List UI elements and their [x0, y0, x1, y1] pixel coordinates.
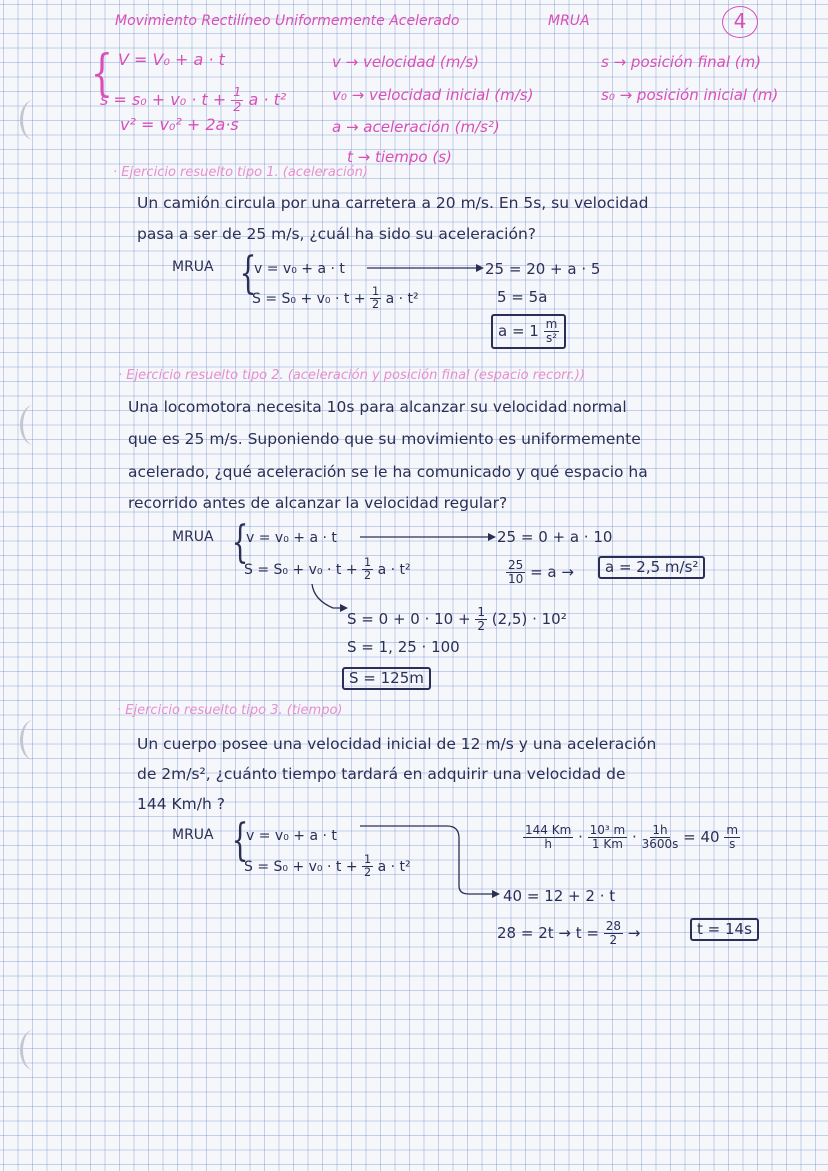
exercise-3-heading: · Ejercicio resuelto tipo 3. (tiempo) — [117, 703, 343, 718]
exercise-2-step: $\frac{25}{10}$ = a → — [508, 558, 574, 587]
exercise-2-statement: acelerado, ¿qué aceleración se le ha comunicado y qué espacio ha — [128, 463, 648, 481]
legend-v0: v₀ → velocidad inicial (m/s) — [332, 86, 534, 104]
exercise-3-statement: de 2m/s², ¿cuánto tiempo tardará en adquirir una velocidad de — [137, 765, 626, 783]
exercise-2-statement: Una locomotora necesita 10s para alcanzar su velocidad normal — [128, 398, 627, 416]
formula-brace: { — [90, 44, 114, 102]
exercise-2-formula-v: v = v₀ + a · t — [246, 530, 337, 546]
exercise-3-formula-v: v = v₀ + a · t — [246, 828, 337, 844]
exercise-2-step: S = 0 + 0 · 10 + $\frac{1}{2}$ (2,5) · 10² — [347, 605, 567, 634]
exercise-2-formula-s: S = S₀ + v₀ · t + $\frac{1}{2}$ a · t² — [244, 556, 411, 583]
legend-s0: s₀ → posición inicial (m) — [601, 86, 779, 104]
exercise-2-heading: · Ejercicio resuelto tipo 2. (aceleración y posición final (espacio recorr.)) — [118, 368, 585, 383]
exercise-2-answer-acceleration: a = 2,5 m/s² — [598, 556, 705, 579]
formula-velocity: V = V₀ + a · t — [118, 50, 225, 69]
mrua-label: MRUA — [172, 827, 214, 843]
formula-timeless: v² = v₀² + 2a·s — [120, 115, 239, 134]
exercise-2-step: 25 = 0 + a · 10 — [497, 528, 613, 546]
exercise-3-statement: Un cuerpo posee una velocidad inicial de 12 m/s y una aceleración — [137, 735, 657, 753]
formula-brace: { — [239, 248, 257, 299]
page-title: Movimiento Rectilíneo Uniformemente Acelerado — [115, 13, 460, 29]
legend-v: v → velocidad (m/s) — [332, 53, 480, 71]
exercise-3-step: 40 = 12 + 2 · t — [503, 887, 616, 905]
exercise-3-statement: 144 Km/h ? — [137, 795, 225, 813]
formula-position: s = s₀ + v₀ · t + $\frac{1}{2}$ a · t² — [100, 85, 287, 116]
formula-brace: { — [231, 517, 249, 568]
legend-a: a → aceleración (m/s²) — [332, 118, 500, 136]
mrua-label: MRUA — [172, 529, 214, 545]
exercise-3-step: 28 = 2t → t = $\frac{28}{2}$ → — [497, 919, 641, 948]
legend-s: s → posición final (m) — [601, 53, 762, 71]
exercise-3-answer: t = 14s — [690, 918, 759, 941]
exercise-2-statement: recorrido antes de alcanzar la velocidad regular? — [128, 494, 508, 512]
exercise-1-formula-s: S = S₀ + v₀ · t + $\frac{1}{2}$ a · t² — [252, 285, 419, 312]
exercise-2-answer-distance: S = 125m — [342, 667, 431, 690]
legend-t: t → tiempo (s) — [347, 148, 452, 166]
exercise-1-step: 5 = 5a — [497, 288, 548, 306]
page-number: 4 — [722, 6, 758, 38]
exercise-1-statement: pasa a ser de 25 m/s, ¿cuál ha sido su aceleración? — [137, 225, 537, 243]
page-title-abbr: MRUA — [548, 13, 590, 29]
formula-brace: { — [231, 815, 249, 866]
exercise-1-statement: Un camión circula por una carretera a 20 m/s. En 5s, su velocidad — [137, 194, 649, 212]
exercise-1-answer: a = 1 $\frac{m}{\text{s²}}$ — [491, 314, 566, 349]
exercise-2-statement: que es 25 m/s. Suponiendo que su movimiento es uniformemente — [128, 430, 641, 448]
exercise-1-heading: · Ejercicio resuelto tipo 1. (aceleración) — [113, 165, 368, 180]
exercise-1-step: 25 = 20 + a · 5 — [485, 260, 601, 278]
exercise-3-formula-s: S = S₀ + v₀ · t + $\frac{1}{2}$ a · t² — [244, 853, 411, 880]
exercise-1-formula-v: v = v₀ + a · t — [254, 261, 345, 277]
mrua-label: MRUA — [172, 259, 214, 275]
exercise-3-unit-conversion: $\frac{144 Km}{h}$ · $\frac{\text{10³ m}}{1 Km}$ · $\frac{1h}{3600s}$ = 40 $\frac{m}{s}$ — [525, 823, 739, 852]
exercise-2-step: S = 1, 25 · 100 — [347, 638, 460, 656]
